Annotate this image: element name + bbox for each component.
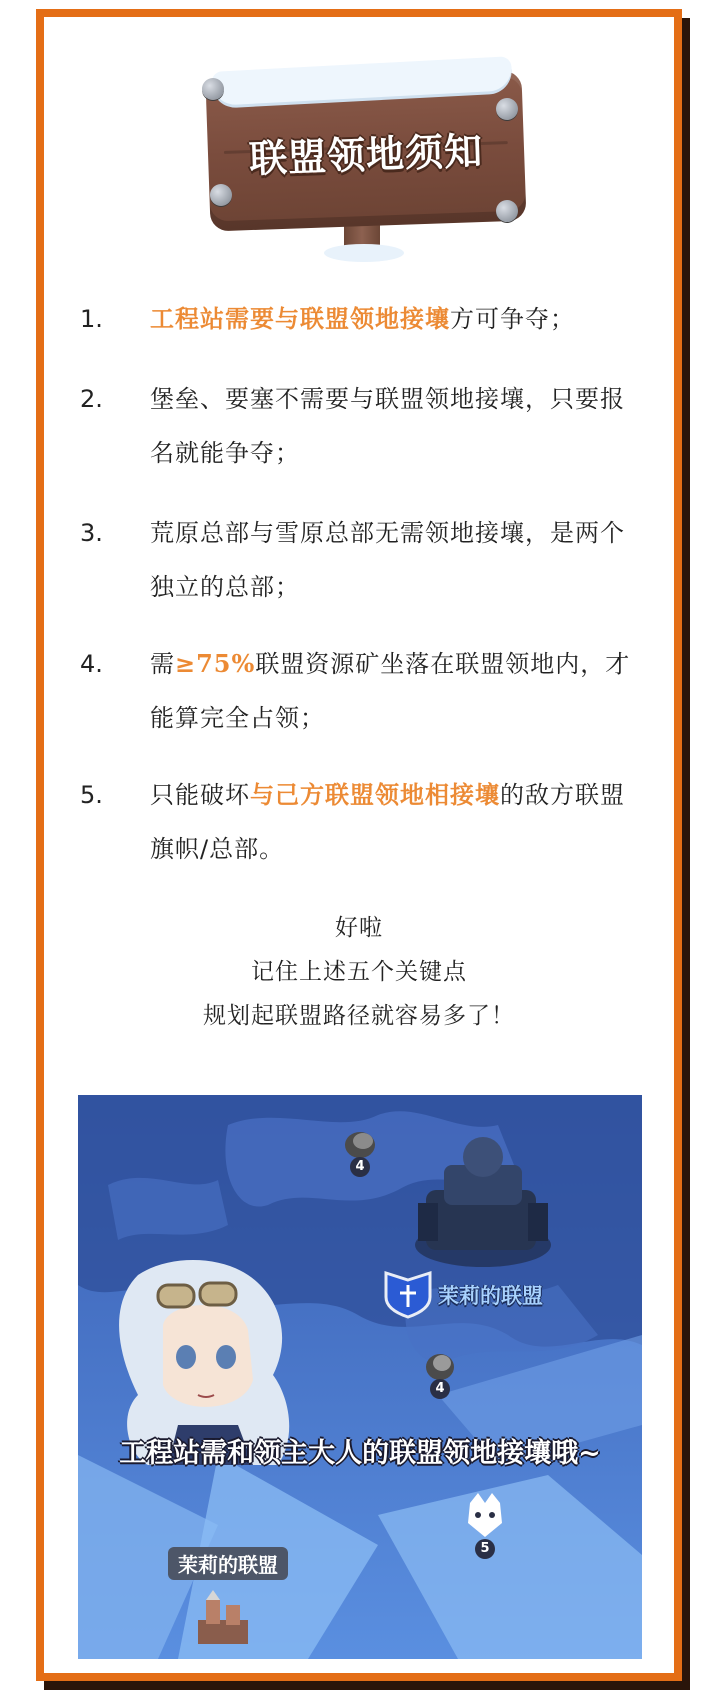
map-caption: 工程站需和领主大人的联盟领地接壤哦~ <box>119 1438 601 1469</box>
rule-text <box>150 506 640 614</box>
alliance-name-tag: 茉莉的联盟 <box>168 1547 288 1580</box>
rule-text <box>150 372 640 480</box>
rule-number: 2. <box>80 385 103 413</box>
rule-number: 4. <box>80 650 103 678</box>
rule-segment: 荒原总部与雪原总部无需领地接壤，是两个独立的总部； <box>150 519 625 601</box>
rule-segment: 联盟资源矿坐落在联盟领地内，才能算完全占领； <box>150 650 631 732</box>
rule-highlight: 与己方联盟领地相接壤 <box>250 781 500 809</box>
bolt-icon <box>496 200 518 222</box>
level-badge: 4 <box>430 1379 450 1399</box>
rule-text <box>150 637 640 745</box>
alliance-name-label: 茉莉的联盟 <box>438 1284 543 1308</box>
rule-segment: 只能破坏 <box>150 781 250 809</box>
game-map-image <box>78 1095 642 1659</box>
rule-number: 1. <box>80 305 103 333</box>
wooden-signboard <box>196 54 536 264</box>
level-badge: 4 <box>350 1157 370 1177</box>
sign-title: 联盟领地须知 <box>248 128 484 182</box>
rule-segment: 堡垒、要塞不需要与联盟领地接壤，只要报名就能争夺； <box>150 385 625 467</box>
bolt-icon <box>202 78 224 100</box>
map-terrain <box>78 1095 642 1659</box>
closing-line: 好啦 <box>335 915 383 941</box>
closing-text <box>36 906 682 1038</box>
rule-highlight: 工程站需要与联盟领地接壤 <box>150 305 450 333</box>
rule-number: 5. <box>80 781 103 809</box>
rule-segment: 的敌方联盟旗帜/总部。 <box>150 781 625 863</box>
resource-rock-icon <box>426 1354 454 1380</box>
rule-number: 3. <box>80 519 103 547</box>
rule-segment: 方可争夺； <box>450 305 575 333</box>
bolt-icon <box>210 184 232 206</box>
rule-highlight: ≥75% <box>175 649 256 678</box>
alliance-shield-icon <box>386 1273 430 1317</box>
bolt-icon <box>496 98 518 120</box>
level-badge: 5 <box>475 1539 495 1559</box>
closing-line: 记住上述五个关键点 <box>251 959 467 985</box>
rule-text <box>150 768 640 876</box>
snow-mound <box>324 244 404 262</box>
rule-segment: 需 <box>150 650 175 678</box>
rule-text <box>150 292 640 346</box>
resource-rock-icon <box>345 1132 375 1158</box>
closing-line: 规划起联盟路径就容易多了！ <box>203 1003 515 1029</box>
